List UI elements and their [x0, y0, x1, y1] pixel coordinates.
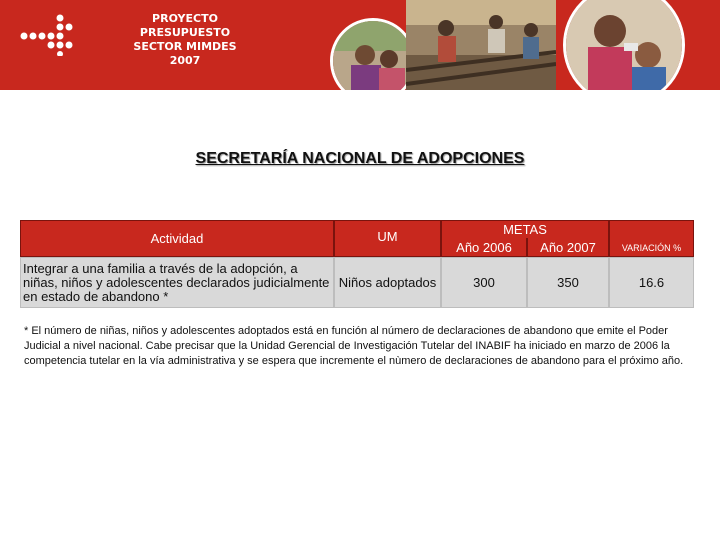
header-anio-2007: Año 2007 — [527, 238, 609, 257]
cell-anio-2007: 350 — [527, 257, 609, 308]
cell-actividad: Integrar a una familia a través de la adopción, a niñas, niños y adolescentes declarados judicialmente en estado de abandono * — [20, 257, 334, 308]
header-anio-2006: Año 2006 — [441, 238, 527, 257]
page-title: SECRETARÍA NACIONAL DE ADOPCIONES — [195, 150, 525, 167]
footnote: * El número de niñas, niños y adolescentes adoptados está en función al número de declaraciones de abandono que emite el Poder Judicial a nivel nacional. Cabe precisar que la Unidad Gerencial de Investigación Tutelar del INABIF ha iniciado en marzo de 2006 la competencia tutelar en la vía administrativa y se espera que incremente el nùmero de declaraciones de abandono para el próximo año. — [24, 325, 684, 367]
header-variacion: VARIACIÓN % — [609, 220, 694, 257]
header-actividad: Actividad — [20, 220, 334, 257]
header-banner — [0, 0, 720, 90]
photo-workers — [406, 0, 556, 90]
metas-table — [20, 220, 694, 308]
cell-anio-2006: 300 — [441, 257, 527, 308]
photo-women-circle — [330, 18, 416, 90]
header-line-3: SECTOR MIMDES 2007 — [133, 40, 237, 67]
cell-um: Niños adoptados — [334, 257, 441, 308]
photo-mother-child — [563, 0, 685, 90]
header-line-2: PRESUPUESTO — [139, 26, 231, 39]
header-metas: METAS — [503, 221, 547, 237]
dots-logo-icon — [18, 12, 78, 56]
header-um: UM — [334, 220, 441, 257]
header-title — [120, 12, 250, 68]
header-line-1: PROYECTO — [152, 12, 218, 25]
cell-variacion: 16.6 — [609, 257, 694, 308]
